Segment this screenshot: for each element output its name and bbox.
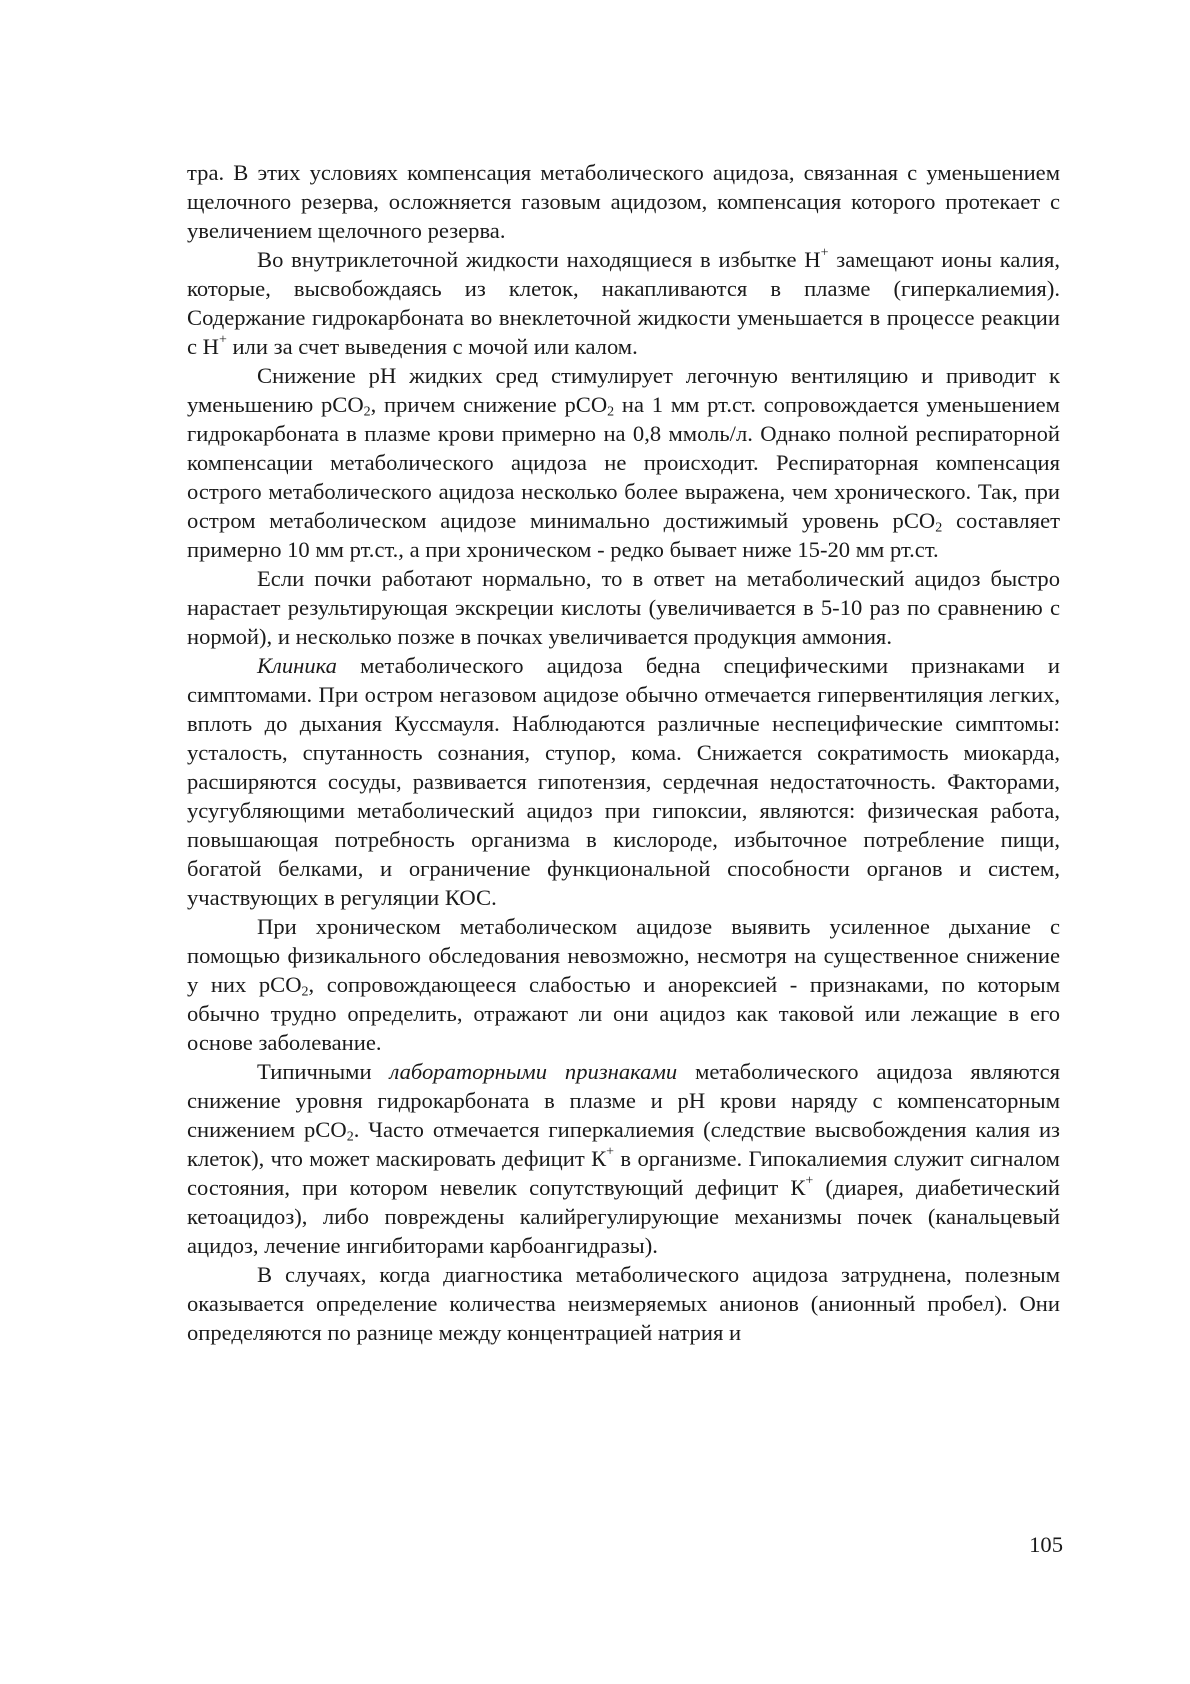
text-run: Во внутриклеточной жидкости находящиеся в избытке Н <box>257 247 821 272</box>
subscript: 2 <box>301 984 309 1000</box>
text-run: При хроническом метаболическом ацидозе выявить усиленное дыхание с помощью физикального обследования невозможно, несмотря на существенное снижение у них рСО <box>187 914 1060 997</box>
text-run: Типичными <box>257 1059 390 1084</box>
italic-term: Клиника <box>257 653 337 678</box>
text-run: на 1 мм рт.ст. сопровождается уменьшением гидрокарбоната в плазме крови примерно на 0,8 ммоль/л. Однако полной респираторной компенсации метаболического ацидоза не происходит. Респираторная компенсация острого метаболического ацидоза несколько более выражена, чем хронического. Так, при остром метаболическом ацидозе минимально достижимый уровень рСО <box>187 392 1060 533</box>
italic-term: лабораторными признаками <box>389 1059 678 1084</box>
subscript: 2 <box>607 404 615 420</box>
body-text <box>187 158 1060 1347</box>
text-run: в организме. Гипокалиемия служит сигналом состояния, при котором невелик сопутствующий дефицит К <box>187 1146 1060 1200</box>
paragraph <box>187 361 1060 564</box>
subscript: 2 <box>346 1129 354 1145</box>
text-run: (диарея, диабетический кетоацидоз), либо повреждены калийрегулирующие механизмы почек (канальцевый ацидоз, лечение ингибиторами карбоангидразы). <box>187 1175 1060 1258</box>
text-run: замещают ионы калия, которые, высвобождаясь из клеток, накапливаются в плазме (гиперкалиемия). Содержание гидрокарбоната во внеклеточной жидкости уменьшается в процессе реакции с Н <box>187 247 1060 359</box>
supscript: + <box>805 1173 814 1189</box>
paragraph <box>187 912 1060 1057</box>
paragraph <box>187 245 1060 361</box>
text-run: тра. В этих условиях компенсация метаболического ацидоза, связанная с уменьшением щелочного резерва, осложняется газовым ацидозом, компенсация которого протекает с увеличением щелочного резерва. <box>187 160 1060 243</box>
text-run: метаболического ацидоза бедна специфическими признаками и симптомами. При остром негазовом ацидозе обычно отмечается гипервентиляция легких, вплоть до дыхания Куссмауля. Наблюдаются различные неспецифические симптомы: усталость, спутанность сознания, ступор, кома. Снижается сократимость миокарда, расширяются сосуды, развивается гипотензия, сердечная недостаточность. Факторами, усугубляющими метаболический ацидоз при гипоксии, являются: физическая работа, повышающая потребность организма в кислороде, избыточное потребление пищи, богатой белками, и ограничение функциональной способности органов и систем, участвующих в регуляции КОС. <box>187 653 1060 910</box>
text-run: , причем снижение рСО <box>370 392 608 417</box>
paragraph <box>187 158 1060 245</box>
subscript: 2 <box>363 404 371 420</box>
text-run: В случаях, когда диагностика метаболического ацидоза затруднена, полезным оказывается определение количества неизмеряемых анионов (анионный пробел). Они определяются по разнице между концентрацией натрия и <box>187 1262 1060 1345</box>
paragraph <box>187 1260 1060 1347</box>
text-run: . Часто отмечается гиперкалиемия (следствие высвобождения калия из клеток), что может маскировать дефицит К <box>187 1117 1060 1171</box>
supscript: + <box>820 245 829 261</box>
text-run: Если почки работают нормально, то в ответ на метаболический ацидоз быстро нарастает результирующая экскреции кислоты (увеличивается в 5-10 раз по сравнению с нормой), и несколько позже в почках увеличивается продукция аммония. <box>187 566 1060 649</box>
subscript: 2 <box>935 520 943 536</box>
text-run: или за счет выведения с мочой или калом. <box>226 334 638 359</box>
paragraph <box>187 564 1060 651</box>
paragraph <box>187 1057 1060 1260</box>
text-run: , сопровождающееся слабостью и анорексией - признаками, по которым обычно трудно определить, отражают ли они ацидоз как таковой или лежащие в его основе заболевание. <box>187 972 1060 1055</box>
page-number: 105 <box>1029 1532 1063 1557</box>
supscript: + <box>219 332 227 348</box>
paragraph <box>187 651 1060 912</box>
text-run: составляет примерно 10 мм рт.ст., а при хроническом - редко бывает ниже 15-20 мм рт.ст. <box>187 508 1060 562</box>
text-run: Снижение рН жидких сред стимулирует легочную вентиляцию и приводит к уменьшению рСО <box>187 363 1060 417</box>
text-run: метаболического ацидоза являются снижение уровня гидрокарбоната в плазме и рН крови наряду с компенсаторным снижением рСО <box>187 1059 1060 1142</box>
supscript: + <box>606 1144 615 1160</box>
